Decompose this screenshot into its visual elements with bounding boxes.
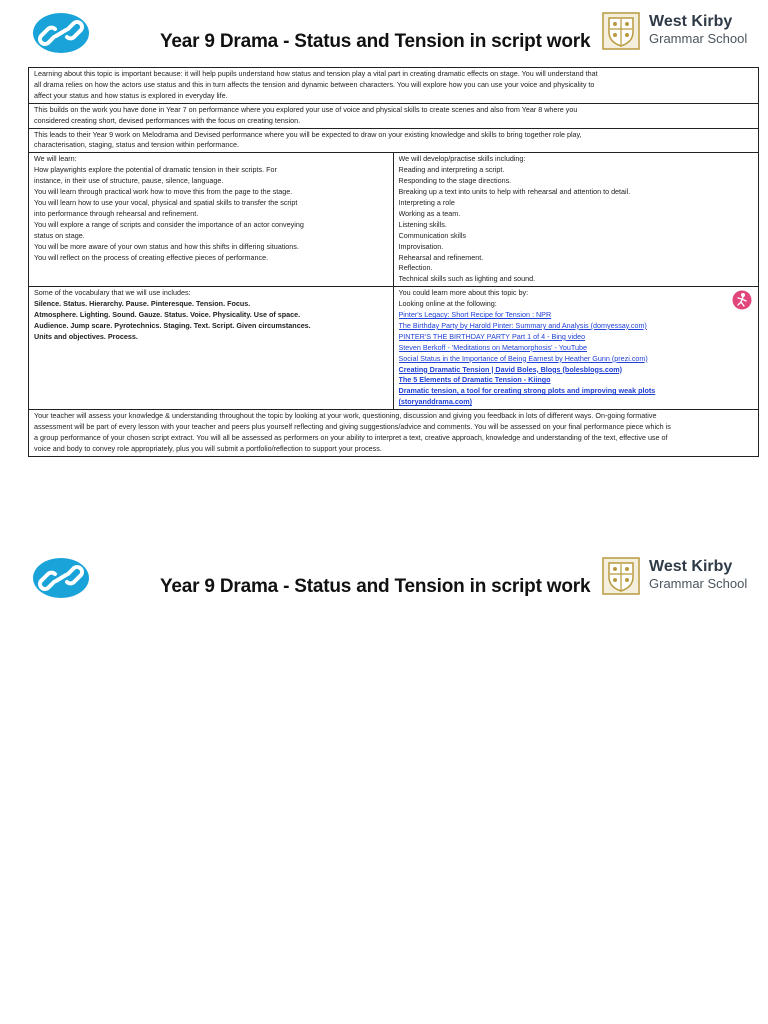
resource-link[interactable]: PINTER'S THE BIRTHDAY PARTY Part 1 of 4 - Bing video	[398, 331, 586, 341]
text-line: You will reflect on the process of creating effective pieces of performance.	[34, 252, 269, 262]
resource-link[interactable]: (storyanddrama.com)	[398, 397, 472, 407]
text-line: Your teacher will assess your knowledge & understanding throughout the topic by looking at your work, questioning, discussion and giving you feedback in lots of different ways. On-going formative	[34, 411, 657, 421]
text-line: into performance through rehearsal and refinement.	[34, 208, 199, 218]
resources-subheading: Looking online at the following:	[398, 299, 497, 309]
vocab-line: Atmosphere. Lighting. Sound. Gauze. Status. Voice. Physicality. Use of space.	[34, 310, 301, 320]
text-line: status on stage.	[34, 230, 85, 240]
resources-column	[394, 287, 759, 409]
text-line: We will develop/practise skills including:	[398, 154, 526, 164]
resource-link[interactable]: Pinter's Legacy: Short Recipe for Tension : NPR	[398, 310, 552, 320]
text-line: Learning about this topic is important because: it will help pupils understand how status and tension play a vital part in creating dramatic effects on stage. You will understand that	[34, 69, 598, 78]
text-line: You will be more aware of your own status and how this shifts in differing situations.	[34, 241, 299, 251]
vocab-intro: Some of the vocabulary that we will use includes:	[34, 288, 191, 298]
intro-leads-to	[29, 129, 758, 154]
resource-link[interactable]: The Birthday Party by Harold Pinter: Summary and Analysis (domyessay.com)	[398, 320, 647, 330]
learn-skills-row	[29, 153, 758, 287]
text-line: You will explore a range of scripts and consider the importance of an actor conveying	[34, 219, 304, 229]
page-title: Year 9 Drama - Status and Tension in script work	[160, 31, 591, 52]
text-line: considered creating short, devised performances with the focus on creating tension.	[34, 115, 301, 125]
text-line: Rehearsal and refinement.	[398, 252, 484, 262]
text-line: Interpreting a role	[398, 197, 455, 207]
skills-column	[394, 153, 759, 286]
topic-overview-table	[28, 67, 759, 457]
vocab-resources-row	[29, 287, 758, 410]
page-title: Year 9 Drama - Status and Tension in script work	[160, 576, 591, 597]
text-line: voice and body to convey role appropriately, plus you will submit a portfolio/reflection to support your process.	[34, 443, 382, 453]
school-logo	[602, 557, 752, 601]
text-line: This builds on the work you have done in Year 7 on performance where you explored your use of voice and physical skills to create scenes and also from Year 8 where you	[34, 104, 578, 114]
assessment-row	[29, 410, 758, 456]
chain-link-logo-icon	[32, 557, 90, 599]
resource-link[interactable]: Social Status in the Importance of Being Earnest by Heather Gunn (prezi.com)	[398, 353, 648, 363]
resource-link[interactable]: The 5 Elements of Dramatic Tension - Kiingo	[398, 375, 551, 385]
school-logo	[602, 12, 752, 56]
text-line: instance, in their use of structure, pause, silence, language.	[34, 176, 224, 186]
learn-column	[29, 153, 394, 286]
text-line: Improvisation.	[398, 241, 444, 251]
school-subtitle: Grammar School	[649, 31, 748, 46]
text-line: Responding to the stage directions.	[398, 176, 512, 186]
text-line: Reading and interpreting a script.	[398, 165, 505, 175]
text-line: a group performance of your chosen script extract. You will all be assessed as performers on your ability to interpret a text, creative approach, knowledge and understanding of the text, effective use of	[34, 433, 668, 442]
text-line: Listening skills.	[398, 219, 447, 229]
school-name: West Kirby	[649, 558, 733, 575]
vocab-line: Silence. Status. Hierarchy. Pause. Pinteresque. Tension. Focus.	[34, 299, 251, 309]
text-line: How playwrights explore the potential of dramatic tension in their scripts. For	[34, 165, 277, 175]
vocab-line: Units and objectives. Process.	[34, 331, 138, 341]
vocab-line: Audience. Jump scare. Pyrotechnics. Staging. Text. Script. Given circumstances.	[34, 320, 311, 330]
page-bottom	[0, 545, 768, 1024]
text-line: You will learn how to use your vocal, physical and spatial skills to transfer the script	[34, 197, 298, 207]
resource-link[interactable]: Dramatic tension, a tool for creating strong plots and improving weak plots	[398, 386, 656, 396]
text-line: all drama relies on how the actors use status and this in turn affects the tension and dynamic between characters. You will explore how you can use your voice and physicality to	[34, 79, 595, 89]
text-line: assessment will be part of every lesson with your teacher and peers plus yourself reflecting and giving suggestions/advice and comments. You will be assessed on your final performance piece which is	[34, 422, 671, 432]
text-line: This leads to their Year 9 work on Melodrama and Devised performance where you will be expected to draw on your existing knowledge and skills to bring together role play,	[34, 129, 582, 139]
text-line: Breaking up a text into units to help with rehearsal and attention to detail.	[398, 187, 631, 197]
vocabulary-column	[29, 287, 394, 409]
text-line: affect your status and how status is explored in everyday life.	[34, 90, 228, 100]
school-subtitle: Grammar School	[649, 576, 748, 591]
resource-link[interactable]: Creating Dramatic Tension | David Boles, Blogs (bolesblogs.com)	[398, 364, 623, 374]
text-line: Communication skills	[398, 230, 467, 240]
intro-importance	[29, 68, 758, 104]
text-line: You will learn through practical work how to move this from the page to the stage.	[34, 187, 293, 197]
text-line: Technical skills such as lighting and sound.	[398, 274, 536, 284]
resources-intro: You could learn more about this topic by:	[398, 288, 529, 298]
text-line: characterisation, staging, status and tension within performance.	[34, 140, 239, 150]
school-crest-icon	[602, 557, 640, 595]
text-line: We will learn:	[34, 154, 77, 164]
school-crest-icon	[602, 12, 640, 50]
text-line: Reflection.	[398, 263, 433, 273]
intro-builds-on	[29, 104, 758, 129]
resource-link[interactable]: Steven Berkoff - 'Meditations on Metamorphosis' - YouTube	[398, 342, 588, 352]
school-name: West Kirby	[649, 13, 733, 30]
chain-link-logo-icon	[32, 12, 90, 54]
text-line: Working as a team.	[398, 208, 461, 218]
drama-figure-icon	[732, 290, 752, 310]
